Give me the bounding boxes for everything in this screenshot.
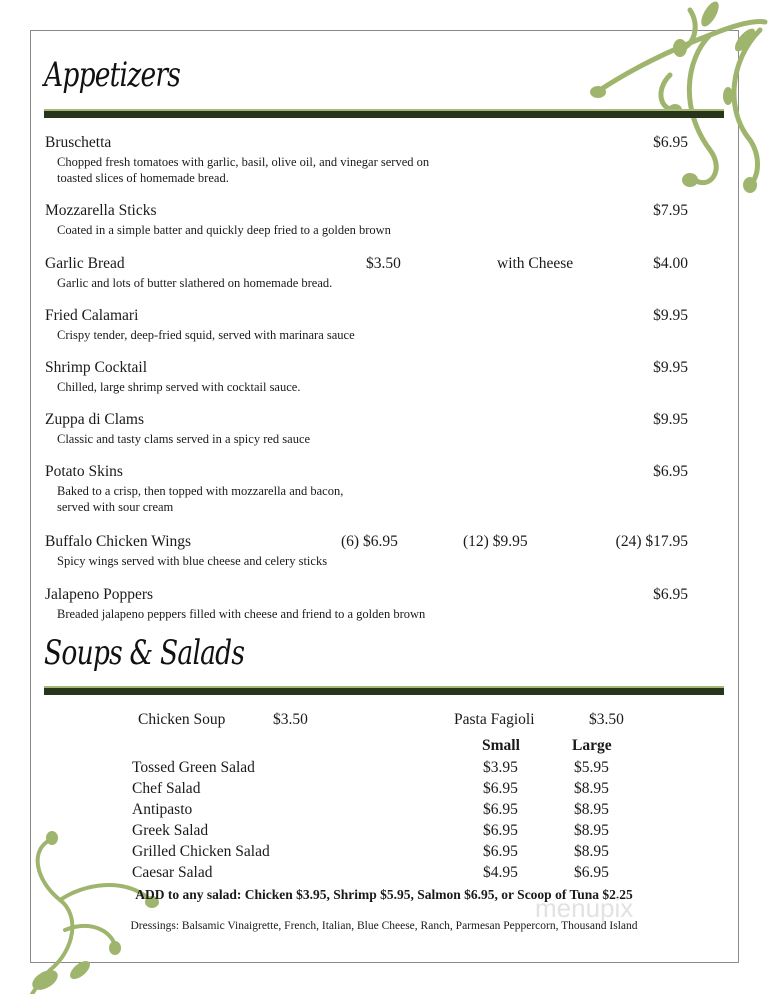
salad-price-large: $6.95: [574, 864, 609, 881]
item-price: $9.95: [653, 359, 688, 376]
salad-price-small: $6.95: [483, 780, 518, 797]
item-price-plain: $3.50: [366, 255, 401, 272]
item-price: $4.00: [653, 255, 688, 272]
item-name: Shrimp Cocktail: [45, 359, 148, 376]
item-name: Garlic Bread: [45, 255, 125, 272]
salad-addons: ADD to any salad: Chicken $3.95, Shrimp $5.95, Salmon $6.95, or Scoop of Tuna $2.25: [135, 887, 633, 902]
salad-price-large: $8.95: [574, 780, 609, 797]
item-description: served with sour cream: [57, 500, 174, 514]
soup-name: Chicken Soup: [138, 711, 226, 728]
item-description: Crispy tender, deep-fried squid, served with marinara sauce: [57, 328, 355, 342]
item-description: Garlic and lots of butter slathered on homemade bread.: [57, 276, 333, 290]
salad-name: Caesar Salad: [132, 864, 213, 881]
section-divider: [44, 686, 724, 695]
item-name: Potato Skins: [45, 463, 123, 480]
item-name: Bruschetta: [45, 134, 112, 151]
dressings-list: Dressings: Balsamic Vinaigrette, French, Italian, Blue Cheese, Ranch, Parmesan Peppercorn, Thousand Island: [130, 920, 638, 932]
item-price: (24) $17.95: [615, 533, 688, 550]
item-description: Classic and tasty clams served in a spicy red sauce: [57, 432, 311, 446]
salad-price-large: $5.95: [574, 759, 609, 776]
section-title-soups-salads: Soups & Salads: [44, 633, 245, 673]
section-title-appetizers: Appetizers: [44, 55, 181, 95]
item-price: $9.95: [653, 307, 688, 324]
salad-name: Antipasto: [132, 801, 193, 818]
item-description: Chopped fresh tomatoes with garlic, basil, olive oil, and vinegar served on: [57, 155, 430, 169]
vine-ornament-top-right: [560, 0, 768, 200]
item-description: Coated in a simple batter and quickly deep fried to a golden brown: [57, 223, 391, 237]
item-name: Fried Calamari: [45, 307, 139, 324]
item-option-label: with Cheese: [497, 255, 574, 272]
item-description: Breaded jalapeno peppers filled with cheese and friend to a golden brown: [57, 607, 426, 621]
salad-price-large: $8.95: [574, 822, 609, 839]
item-price: $6.95: [653, 134, 688, 151]
salad-name: Greek Salad: [132, 822, 209, 839]
item-name: Buffalo Chicken Wings: [45, 533, 192, 550]
column-header-small: Small: [482, 737, 520, 754]
salad-name: Chef Salad: [132, 780, 201, 797]
salad-price-small: $6.95: [483, 843, 518, 860]
item-price-6: (6) $6.95: [341, 533, 398, 550]
salad-name: Grilled Chicken Salad: [132, 843, 270, 860]
item-price: $6.95: [653, 463, 688, 480]
soup-name: Pasta Fagioli: [454, 711, 535, 728]
salad-price-small: $4.95: [483, 864, 518, 881]
soup-price: $3.50: [273, 711, 308, 728]
item-description: Baked to a crisp, then topped with mozzarella and bacon,: [57, 484, 344, 498]
item-price: $9.95: [653, 411, 688, 428]
section-divider: [44, 109, 724, 118]
salad-price-small: $3.95: [483, 759, 518, 776]
salad-price-small: $6.95: [483, 822, 518, 839]
salad-price-small: $6.95: [483, 801, 518, 818]
item-name: Jalapeno Poppers: [45, 586, 154, 603]
item-price-12: (12) $9.95: [463, 533, 528, 550]
soup-price: $3.50: [589, 711, 624, 728]
salad-name: Tossed Green Salad: [132, 759, 255, 776]
item-name: Zuppa di Clams: [45, 411, 145, 428]
item-price: $6.95: [653, 586, 688, 603]
item-description: Chilled, large shrimp served with cocktail sauce.: [57, 380, 301, 394]
salad-price-large: $8.95: [574, 801, 609, 818]
watermark: menupix: [535, 893, 634, 923]
item-description: toasted slices of homemade bread.: [57, 171, 229, 185]
item-price: $7.95: [653, 202, 688, 219]
item-description: Spicy wings served with blue cheese and celery sticks: [57, 554, 328, 568]
salad-price-large: $8.95: [574, 843, 609, 860]
column-header-large: Large: [572, 737, 612, 754]
item-name: Mozzarella Sticks: [45, 202, 157, 219]
